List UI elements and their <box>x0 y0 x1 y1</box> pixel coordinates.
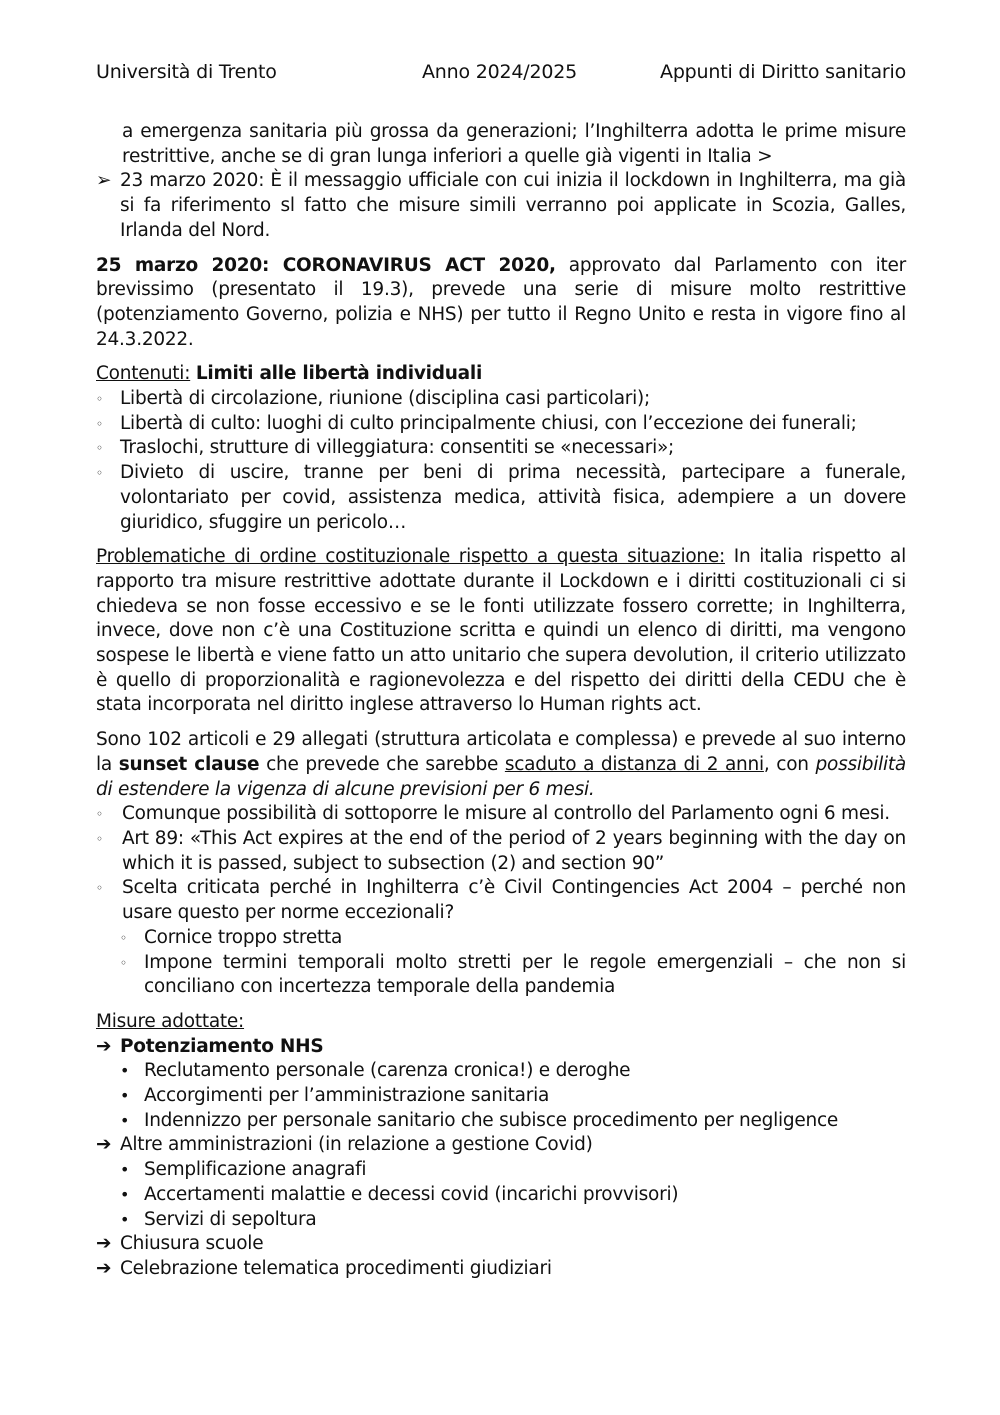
list-item-text: Accorgimenti per l’amministrazione sanitaria <box>144 1085 550 1107</box>
dot-bullet-icon: • <box>120 1209 130 1229</box>
sunset-clause-term: sunset clause <box>118 753 260 775</box>
dot-bullet-icon: • <box>120 1160 130 1180</box>
struttura-italic: possibilità di estendere la vigenza di alcune previsioni per 6 mesi. <box>96 753 906 800</box>
sub-list-item <box>96 926 906 951</box>
list-item <box>96 1059 906 1084</box>
misure-label: Misure adottate: <box>96 1010 245 1032</box>
list-item-text: Comunque possibilità di sottoporre le misure al controllo del Parlamento ogni 6 mesi. <box>122 803 890 825</box>
list-item <box>96 436 906 461</box>
list-item <box>96 1158 906 1183</box>
act-paragraph <box>96 254 906 353</box>
circle-bullet-icon: ◦ <box>96 441 103 456</box>
circle-bullet-icon: ◦ <box>96 466 103 481</box>
dot-bullet-icon: • <box>120 1086 130 1106</box>
sub-list-item-text: Cornice troppo stretta <box>144 926 343 948</box>
act-text: approvato dal Parlamento con iter brevissimo (presentato il 19.3), prevede una serie di misure molto restrittive (potenziamento Governo, polizia e NHS) per tutto il Regno Unito e resta in vigore fino al 24.3.2022. <box>96 254 906 350</box>
misure-nhs-title: Potenziamento NHS <box>120 1035 324 1057</box>
misure-section <box>96 1257 906 1282</box>
misure-altre-title: Altre amministrazioni (in relazione a gestione Covid) <box>120 1134 593 1156</box>
list-item <box>96 387 906 412</box>
misure-chiusura: Chiusura scuole <box>120 1233 264 1255</box>
circle-bullet-icon: ◦ <box>96 807 103 822</box>
list-item <box>96 1109 906 1134</box>
list-item <box>96 827 906 876</box>
list-item-text: Accertamenti malattie e decessi covid (incarichi provvisori) <box>144 1183 679 1205</box>
header-university: Università di Trento <box>96 61 277 83</box>
dot-bullet-icon: • <box>120 1110 130 1130</box>
list-item-text: Art 89: «This Act expires at the end of the period of 2 years beginning with the day on which it is passed, subject to subsection (2) and section 90” <box>122 827 906 874</box>
document-body <box>96 120 906 1282</box>
list-item-text: 23 marzo 2020: È il messaggio ufficiale con cui inizia il lockdown in Inghilterra, ma già si fa riferimento sl fatto che misure simili verranno poi applicate in Scozia, Galles, Irlanda del Nord. <box>120 170 906 241</box>
list-item-text: Libertà di culto: luoghi di culto principalmente chiusi, con l’eccezione dei funerali; <box>120 412 857 434</box>
sub-list-item-text: Impone termini temporali molto stretti per le regole emergenziali – che non si conciliano con incertezza temporale della pandemia <box>144 951 906 998</box>
list-item <box>96 169 906 243</box>
struttura-underlined: scaduto a distanza di 2 anni <box>504 753 764 775</box>
dot-bullet-icon: • <box>120 1061 130 1081</box>
list-item-text: Libertà di circolazione, riunione (disciplina casi particolari); <box>120 388 650 410</box>
struttura-paragraph <box>96 728 906 802</box>
misure-section <box>96 1232 906 1257</box>
contenuti-title: Limiti alle libertà individuali <box>195 363 483 385</box>
problematiche-text: In italia rispetto al rapporto tra misure restrittive adottate durante il Lockdown e i diritti costituzionali ci si chiedeva se non fosse eccessivo e se le fonti utilizzate fossero corrette; in Inghilterra, invece, dove non c’è una Costituzione scritta e quindi un elenco di diritti, ma vengono sospese le libertà e viene fatto un atto unitario che supera devolution, il criterio utilizzato è quello di proporzionalità e ragionevolezza e del rispetto dei diritti della CEDU che è stata incorporata nel diritto inglese attraverso lo Human rights act. <box>96 546 906 716</box>
misure-section <box>96 1133 906 1158</box>
problematiche-paragraph <box>96 545 906 718</box>
header-course: Appunti di Diritto sanitario <box>660 61 906 83</box>
circle-bullet-icon: ◦ <box>96 881 103 896</box>
list-item-text: Scelta criticata perché in Inghilterra c’è Civil Contingencies Act 2004 – perché non usare questo per norme eccezionali? <box>122 877 906 924</box>
misure-section <box>96 1035 906 1060</box>
right-arrow-icon: ➔ <box>96 1257 112 1279</box>
circle-bullet-icon: ◦ <box>96 392 103 407</box>
page-header <box>96 61 906 87</box>
list-item <box>96 1084 906 1109</box>
struttura-text-1: Sono 102 articoli e 29 allegati (struttura articolata e complessa) e prevede al suo interno la <box>96 729 906 775</box>
circle-bullet-icon: ◦ <box>96 831 103 846</box>
contenuti-label: Contenuti: <box>96 363 191 385</box>
list-item-text: Servizi di sepoltura <box>144 1208 317 1230</box>
arrowhead-bullet-icon: ➢ <box>96 170 112 192</box>
list-item <box>96 876 906 925</box>
intro-continuation: a emergenza sanitaria più grossa da generazioni; l’Inghilterra adotta le prime misure restrittive, anche se di gran lunga inferiori a quelle già vigenti in Italia > <box>122 121 906 167</box>
circle-bullet-icon: ◦ <box>120 930 127 945</box>
right-arrow-icon: ➔ <box>96 1035 112 1057</box>
list-item-text: Traslochi, strutture di villeggiatura: consentiti se «necessari»; <box>120 437 675 459</box>
list-item-text: Reclutamento personale (carenza cronica!) e deroghe <box>144 1060 631 1082</box>
list-item-text: Semplificazione anagrafi <box>144 1159 367 1181</box>
right-arrow-icon: ➔ <box>96 1134 112 1156</box>
sub-list-item <box>96 951 906 1000</box>
list-item <box>96 461 906 535</box>
circle-bullet-icon: ◦ <box>96 416 103 431</box>
contenuti-heading <box>96 362 906 387</box>
misure-celebrazione: Celebrazione telematica procedimenti giudiziari <box>120 1257 552 1279</box>
list-item-text: Indennizzo per personale sanitario che subisce procedimento per negligence <box>144 1109 839 1131</box>
list-item-text: Divieto di uscire, tranne per beni di prima necessità, partecipare a funerale, volontariato per covid, assistenza medica, attività fisica, adempiere a un dovere giuridico, sfuggire un pericolo… <box>120 462 906 533</box>
struttura-text-3: , con <box>763 753 816 775</box>
struttura-text-2: che prevede che sarebbe <box>259 753 505 775</box>
list-item <box>96 802 906 827</box>
header-year: Anno 2024/2025 <box>422 61 578 83</box>
right-arrow-icon: ➔ <box>96 1233 112 1255</box>
list-item <box>96 1183 906 1208</box>
list-item <box>96 412 906 437</box>
list-item <box>96 1208 906 1233</box>
problematiche-label: Problematiche di ordine costituzionale rispetto a questa situazione: <box>96 546 725 568</box>
act-title: 25 marzo 2020: CORONAVIRUS ACT 2020, <box>96 254 556 276</box>
circle-bullet-icon: ◦ <box>120 955 127 970</box>
dot-bullet-icon: • <box>120 1184 130 1204</box>
